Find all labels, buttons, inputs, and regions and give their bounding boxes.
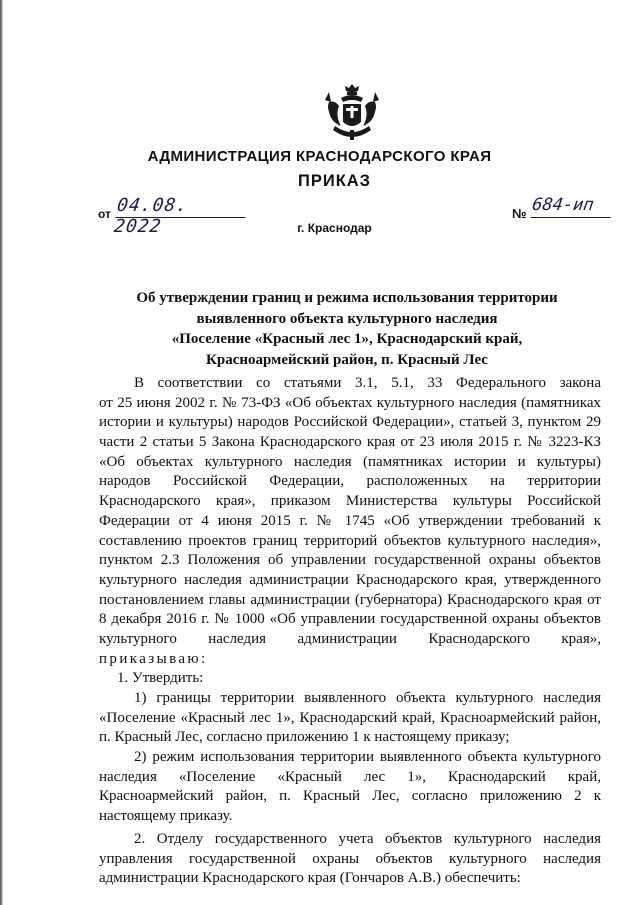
- body-line: части 2 статьи 5 Закона Краснодарского края от 23 июля 2015 г. № 3223-КЗ: [99, 434, 601, 451]
- title-line: Красноармейский район, п. Красный Лес: [206, 351, 488, 368]
- body-line: народов Российской Федерации, расположенных на территории: [99, 473, 601, 490]
- item-1-2-line: настоящему приказу.: [99, 808, 233, 825]
- title-line: «Поселение «Красный лес 1», Краснодарский край,: [171, 331, 523, 347]
- order-number: 684-ип: [530, 195, 613, 218]
- city: г. Краснодар: [297, 221, 372, 235]
- body-line: Федерации от 4 июня 2015 г. № 1745 «Об утверждении требований к: [99, 512, 601, 529]
- body-line: культурного наследия администрации Краснодарского края»,: [99, 630, 601, 647]
- item-1-heading: 1. Утвердить:: [117, 670, 204, 687]
- body-line: культурного наследия администрации Краснодарского края, утвержденного: [99, 571, 601, 588]
- number-prefix: №: [512, 206, 527, 221]
- item-1-1-line: 1) границы территории выявленного объекта культурного наследия: [134, 690, 601, 706]
- item-1-2-line: Красноармейский район, п. Красный Лес, согласно приложению 2 к: [99, 788, 601, 805]
- title-line: выявленного объекта культурного наследия: [196, 310, 498, 327]
- item-1-2-line: 2) режим использования территории выявленного объекта культурного: [134, 749, 601, 766]
- order-date: 04.08. 2022: [115, 195, 248, 218]
- body-line: Краснодарского края», приказом Министерства культуры Российской: [99, 493, 601, 510]
- body-line: постановлением главы администрации (губернатора) Краснодарского края от: [99, 591, 601, 608]
- body-line: составлению проектов границ территорий объектов культурного наследия»,: [99, 532, 601, 549]
- krasnodar-coat-of-arms-icon: [321, 82, 383, 144]
- item-2-line: администрации Краснодарского края (Гончаров А.В.) обеспечить:: [99, 870, 521, 887]
- body-line: пунктом 2.3 Положения об управлении государственной охраны объектов: [99, 552, 601, 569]
- body-line: В соответствии со статьями 3.1, 5.1, 33 Федерального закона: [134, 375, 601, 391]
- administration-name: АДМИНИСТРАЦИЯ КРАСНОДАРСКОГО КРАЯ: [147, 148, 492, 165]
- document-body: [99, 374, 601, 889]
- item-1-2-line: наследия «Поселение «Красный лес 1», Краснодарский край,: [99, 768, 601, 785]
- order-word: приказываю:: [99, 650, 208, 667]
- body-line: «Об объектах культурного наследия (памятниках истории и культуры): [99, 453, 601, 470]
- item-2-line: 2. Отделу государственного учета объектов культурного наследия: [134, 830, 601, 847]
- scan-edge: [0, 0, 3, 905]
- document-title: [112, 288, 582, 370]
- document-type: ПРИКАЗ: [297, 172, 372, 190]
- item-1-1-line: «Поселение «Красный лес 1», Краснодарский край, Красноармейский район,: [99, 709, 601, 726]
- title-line: Об утверждении границ и режима использования территории: [136, 290, 558, 306]
- item-1-1-line: п. Красный Лес, согласно приложению 1 к настоящему приказу;: [99, 729, 510, 746]
- body-line: от 25 июня 2002 г. № 73-ФЗ «Об объектах культурного наследия (памятниках: [99, 394, 601, 411]
- date-prefix: от: [98, 207, 111, 221]
- body-line: 8 декабря 2016 г. № 1000 «Об управлении государственной охраны объектов: [99, 611, 601, 628]
- item-2-line: управления государственной охраны объектов культурного наследия: [99, 850, 601, 867]
- body-line: истории и культуры) народов Российской Федерации», статьей 3, пунктом 29: [99, 414, 601, 431]
